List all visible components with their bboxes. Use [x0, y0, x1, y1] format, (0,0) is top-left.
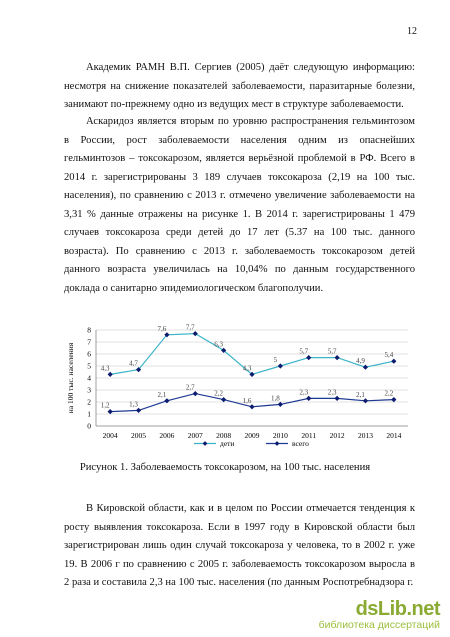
x-tick-label: 2009: [244, 431, 260, 440]
data-point: [334, 355, 339, 360]
data-label: 5,7: [327, 347, 337, 356]
y-tick-label: 4: [87, 373, 91, 383]
data-point: [363, 365, 368, 370]
x-tick-label: 2014: [386, 431, 402, 440]
data-label: 2,1: [356, 390, 365, 399]
data-point: [363, 398, 368, 403]
data-label: 4,3: [100, 364, 110, 373]
legend-entry: дети: [220, 439, 235, 448]
y-tick-label: 3: [87, 385, 91, 395]
figure-caption: Рисунок 1. Заболеваемость токсокарозом, на 100 тыс. населения: [79, 462, 371, 473]
data-point: [334, 396, 339, 401]
x-tick-label: 2005: [131, 431, 147, 440]
data-label: 2,1: [157, 390, 167, 399]
legend-entry: всего: [292, 439, 309, 448]
data-point: [221, 397, 226, 402]
data-label: 1,2: [100, 401, 110, 410]
x-tick-label: 2010: [272, 431, 288, 440]
data-point: [278, 402, 283, 407]
data-label: 1,8: [270, 394, 280, 403]
toxocariasis-chart: [64, 322, 416, 450]
data-point: [108, 372, 113, 377]
chart-svg: [64, 322, 416, 450]
data-label: 5: [273, 356, 278, 364]
paragraph-2: Аскаридоз является вторым по уровню распространения гельминтозом в России, рост заболеваемости населения одним из опаснейших гельминтозов – токсокарозом, является верьёзной проблемой в РФ. Всего в 2014 г. зарегистрированы 3 189 случаев токсокароза (2,19 на 100 тыс. населения), по сравнению с 2013 г. отмечено увеличение заболеваемости на 3,31 % данные отражены на рисунке 1. В 2014 г. зарегистрированы 1 479 случаев токсокароза среди детей до 17 лет (5.37 на 100 тыс. данного возраста). По сравнению с 2013 г. заболеваемость токсокарозом детей данного возраста увеличилась на 10,04% по данным государственного доклада о санитарно эпидемиологическом благополучии.: [64, 116, 415, 294]
data-label: 5,7: [299, 347, 309, 356]
data-label: 7,6: [157, 324, 167, 333]
legend-marker: [275, 441, 280, 446]
y-tick-label: 6: [87, 349, 91, 359]
data-label: 2,3: [327, 388, 337, 397]
data-point: [136, 408, 141, 413]
page-number: 12: [407, 26, 417, 37]
data-point: [249, 404, 254, 409]
data-point: [391, 397, 396, 402]
y-axis-label: на 100 тыс. населения: [66, 342, 75, 414]
data-point: [278, 363, 283, 368]
data-label: 2,3: [299, 388, 309, 397]
data-label: 2,2: [214, 389, 224, 398]
x-tick-label: 2012: [329, 431, 345, 440]
y-tick-label: 5: [87, 361, 91, 371]
data-label: 4,3: [242, 364, 252, 373]
watermark-subtitle: библиотека диссертаций: [318, 619, 440, 631]
y-tick-label: 0: [87, 421, 91, 431]
watermark-logo: dsLib.net: [355, 598, 440, 620]
data-label: 4,9: [356, 357, 365, 366]
y-tick-label: 2: [87, 397, 91, 407]
paragraph-1: Академик РАМН В.П. Сергиев (2005) даёт следующую информацию: несмотря на снижение показателей заболеваемости, паразитарные болезни, занимают по-прежнему одно из ведущих мест в структуре заболеваемости.: [64, 62, 415, 110]
data-label: 6,3: [214, 340, 224, 349]
data-label: 1,3: [129, 400, 138, 409]
paragraph-3: В Кировской области, как и в целом по России отмечается тенденция к росту выявления токсокароза. Если в 1997 году в Кировской области был зарегистрирован лишь один случай токсокароза у человека, то в 2002 г. уже 19. В 2006 г по сравнению с 2005 г. заболеваемость токсокарозом выросла в 2 раза и составила 2,3 на 100 тыс. населения (по данным Роспотребнадзора г.: [64, 503, 415, 588]
data-label: 4,7: [129, 359, 138, 368]
legend-marker: [203, 441, 208, 446]
data-label: 2,7: [185, 383, 195, 392]
watermark: [319, 598, 440, 631]
y-tick-label: 8: [87, 325, 91, 335]
data-point: [164, 398, 169, 403]
x-tick-label: 2007: [187, 431, 203, 440]
data-label: 5,4: [384, 351, 394, 360]
x-tick-label: 2004: [102, 431, 118, 440]
data-point: [306, 355, 311, 360]
data-point: [108, 409, 113, 414]
data-label: 1,6: [242, 396, 252, 405]
x-tick-label: 2013: [357, 431, 373, 440]
data-point: [391, 359, 396, 364]
data-label: 2,2: [384, 389, 394, 398]
y-tick-label: 7: [87, 337, 91, 347]
x-tick-label: 2011: [301, 431, 317, 440]
data-point: [306, 396, 311, 401]
y-tick-label: 1: [87, 409, 91, 419]
data-point: [193, 391, 198, 396]
data-label: 7,7: [185, 323, 195, 332]
x-tick-label: 2006: [159, 431, 175, 440]
data-point: [193, 331, 198, 336]
x-tick-label: 2008: [216, 431, 232, 440]
